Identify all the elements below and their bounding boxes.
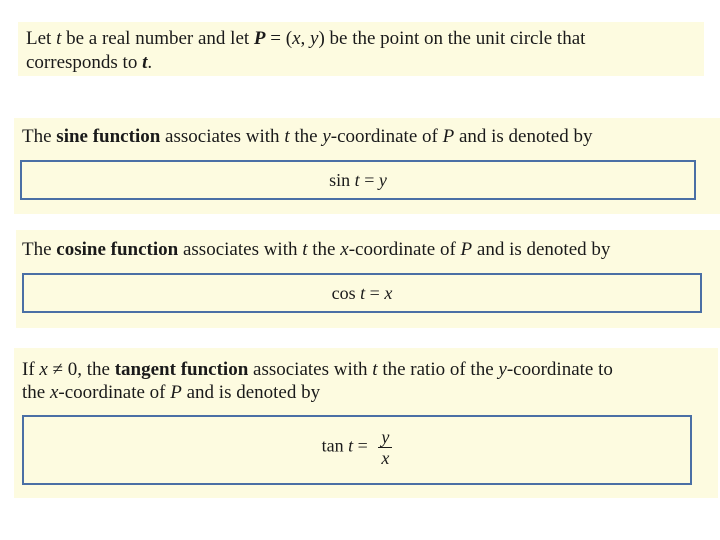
sine-formula: sin t = y — [329, 170, 387, 190]
sine-formula-box — [20, 160, 696, 200]
intro-panel — [18, 22, 704, 76]
tangent-panel — [14, 348, 718, 498]
tangent-fraction — [378, 427, 392, 468]
fraction-denominator: x — [381, 448, 390, 468]
tangent-formula-box — [22, 415, 692, 485]
tangent-formula: tan t = $\frac{y}{x}$ — [24, 427, 690, 468]
tangent-line-2: the x-coordinate of P and is denoted by — [22, 382, 321, 403]
cosine-panel — [16, 230, 720, 328]
sine-definition-text: The sine function associates with t the y-coordinate of P and is denoted by — [22, 126, 593, 147]
fraction-numerator: y — [378, 427, 392, 448]
intro-line-2: corresponds to t. — [26, 52, 153, 73]
cosine-formula: cos t = x — [331, 283, 393, 303]
cosine-formula-box — [22, 273, 702, 313]
cosine-definition-text: The cosine function associates with t the x-coordinate of P and is denoted by — [22, 239, 611, 260]
sine-panel — [14, 118, 720, 214]
intro-line-1: Let t be a real number and let P = (x, y) be the point on the unit circle that — [26, 28, 586, 49]
tangent-line-1: If x ≠ 0, the tangent function associates with t the ratio of the y-coordinate to — [22, 359, 613, 380]
